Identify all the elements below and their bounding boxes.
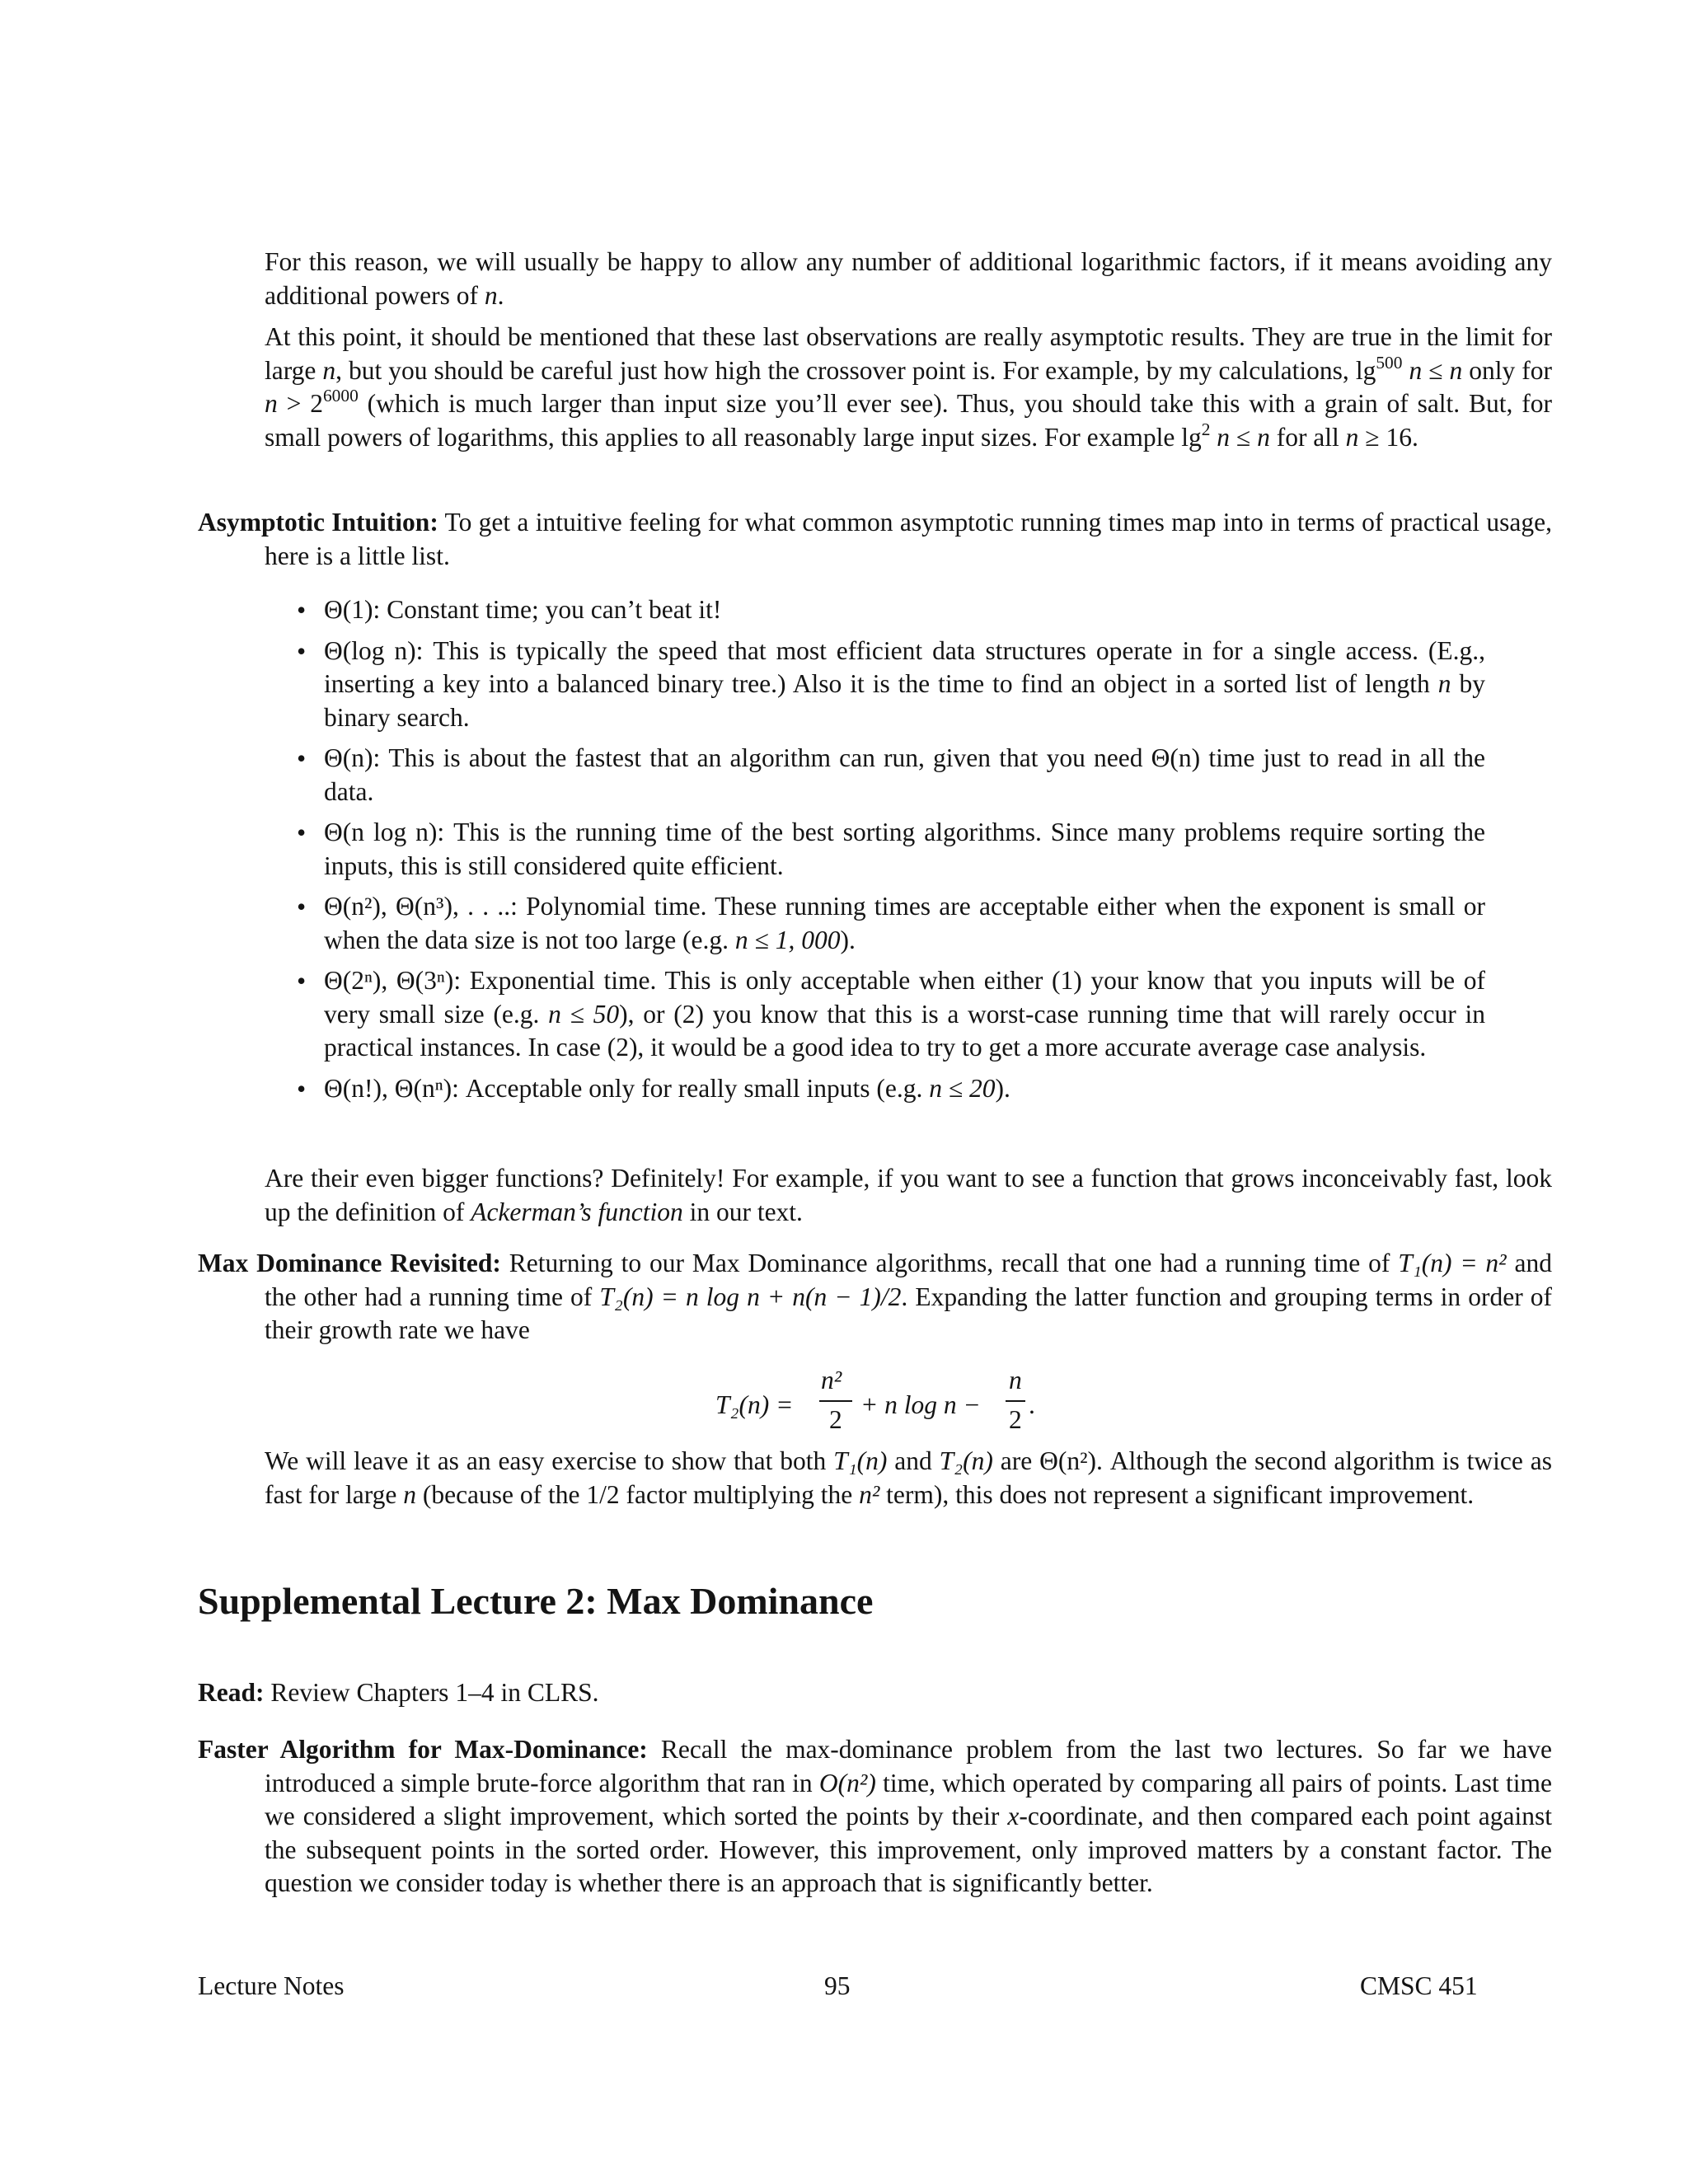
text: We will leave it as an easy exercise to show that both (265, 1446, 834, 1475)
running-time-list (198, 593, 1485, 1105)
text: (because of the (415, 1479, 587, 1509)
math-x: x (1007, 1802, 1020, 1830)
text: > 2 (277, 389, 323, 418)
text: Are their even bigger functions? Definitely! For example, if you want to see a function that grows inconceivably fast, look up the definition of (265, 1164, 1552, 1226)
math-n: n (484, 280, 498, 310)
fraction-bar (1006, 1400, 1025, 1402)
text: -coordinate, and then compared each point against the subsequent points in the sorted order. However, this improvement, only improved matters by a constant factor. The question we consider today is whether there is an approach that is significantly better. (265, 1802, 1553, 1897)
display-equation (709, 1364, 1055, 1446)
asymptotic-intuition-section (198, 506, 1552, 573)
section-heading: Faster Algorithm for Max-Dominance: (198, 1735, 648, 1764)
footer-left: Lecture Notes (198, 1971, 345, 2000)
faster-algorithm-section (198, 1733, 1552, 1900)
footer-right: CMSC 451 (1360, 1971, 1478, 2000)
math-expression: T₂(n) = n log n + n(n − 1)/2 (599, 1282, 902, 1311)
list-item (198, 635, 1485, 735)
text: : Polynomial time. These running times are acceptable either when the exponent is small or when the data size is not too large (e.g. (324, 892, 1485, 954)
text: for all (1269, 422, 1346, 452)
math-n: n (403, 1479, 416, 1509)
text: factor multiplying the (619, 1479, 860, 1509)
math-exponent: 500 (1376, 352, 1403, 373)
text: ), or (2) you know that this is a worst-case running time that will rarely occur in practical instances. In case (2), it would be a good idea to try to get a more accurate average case analysis. (324, 999, 1485, 1062)
paragraph-asymptotic-results (198, 321, 1552, 454)
list-item (198, 742, 1485, 808)
page-footer (0, 1970, 1688, 2003)
text: term), this does not represent a significant improvement. (879, 1479, 1475, 1509)
math-theta: Θ(n²) (1039, 1446, 1096, 1475)
math-theta: Θ(1) (324, 595, 373, 624)
text: in our text. (682, 1197, 803, 1226)
section-heading: Max Dominance Revisited: (198, 1249, 501, 1277)
math-theta: Θ(n!), Θ(nⁿ) (324, 1073, 452, 1103)
text: : This is the running time of the best sorting algorithms. Since many problems require sorting the inputs, this is still considered quite efficient. (324, 818, 1485, 880)
math-exponent: 6000 (322, 386, 359, 406)
math-theta: Θ(2ⁿ), Θ(3ⁿ) (324, 966, 454, 995)
text: time, which operated by comparing all pairs of points. Last time we considered a slight improvement, which sorted the points by their (265, 1768, 1552, 1830)
text: ). (995, 1073, 1010, 1103)
text: , but you should be careful just how high the crossover point is. For example, by my calculations, lg (335, 355, 1376, 385)
emphasis: Ackerman’s function (471, 1197, 683, 1226)
math-expression: O(n²) (818, 1768, 876, 1797)
math-ineq: n ≤ n (1210, 422, 1270, 452)
math-ineq: n ≤ 50 (548, 999, 620, 1029)
math-theta: Θ(n) (324, 743, 373, 772)
text: only for (1462, 355, 1553, 385)
page-number: 95 (824, 1971, 851, 2000)
math-ineq: n ≤ 1, 000 (734, 925, 841, 954)
text: To get a intuitive feeling for what common asymptotic running times map into in terms of practical usage, here is a little list. (265, 508, 1552, 570)
text: (which is much larger than input size you’ll ever see). Thus, you should take this with a grain of salt. But, for small powers of logarithms, this applies to all reasonably large input sizes. For example lg (265, 389, 1552, 452)
math-ineq: n ≤ n (1402, 355, 1463, 385)
fraction-numerator: n² (821, 1366, 842, 1394)
paragraph-log-factors (198, 246, 1552, 312)
math-n: n (1437, 669, 1451, 698)
equation-period: . (1029, 1390, 1035, 1419)
equation-middle: + n log n − (860, 1390, 981, 1419)
text: ). (840, 925, 856, 954)
text: At this point, it should be mentioned that these last observations are really asymptotic results. They are true in the limit for large (265, 322, 1552, 385)
text: Returning to our Max Dominance algorithms, recall that one had a running time of (500, 1249, 1399, 1277)
section-title: Supplemental Lecture 2: Max Dominance (198, 1580, 874, 1622)
text: Recall the max-dominance problem from the last two lectures. So far we have introduced a simple brute-force algorithm that ran in (265, 1735, 1552, 1797)
math-n: n (265, 389, 278, 418)
equation-lhs: T₂(n) = (715, 1390, 794, 1419)
text: are (992, 1446, 1040, 1475)
math-theta: Θ(n log n) (324, 818, 438, 846)
text: ≥ 16. (1358, 422, 1418, 452)
math-expression: n² (859, 1479, 880, 1509)
math-n: n (322, 355, 336, 385)
math-expression: T₁(n) = n² (1398, 1249, 1507, 1277)
math-theta: Θ(log n) (324, 635, 416, 665)
text: : This is typically the speed that most efficient data structures operate in for a single access. (E.g., inserting a key into a balanced binary tree.) Also it is the time to find an object in a sorted list of length (324, 635, 1485, 698)
math-ineq: n ≤ 20 (929, 1073, 996, 1103)
text: . (497, 280, 504, 310)
list-item (198, 816, 1485, 883)
text: : Constant time; you can’t beat it! (373, 595, 722, 624)
fraction-bar (819, 1400, 852, 1402)
read-line (198, 1676, 1552, 1710)
math-expression: T₂(n) (939, 1446, 993, 1475)
math-n: n (1345, 422, 1359, 452)
text: . Expanding the latter function and grouping terms in order of their growth rate we have (265, 1282, 1553, 1344)
text: : Exponential time. This is only acceptable when either (1) your know that you inputs will be of very small size (e.g. (324, 966, 1486, 1029)
text: : This is about the fastest that an algorithm can run, given that you need (373, 743, 1151, 772)
list-item (198, 964, 1485, 1065)
fraction-numerator: n (1009, 1366, 1022, 1394)
section-heading: Asymptotic Intuition: (198, 508, 438, 537)
math-exponent: 2 (1201, 419, 1211, 439)
paragraph-exercise (198, 1445, 1552, 1511)
section-heading: Read: (198, 1678, 265, 1707)
math-fraction: 1/2 (586, 1479, 620, 1509)
math-expression: T₁(n) (833, 1446, 888, 1475)
list-item (198, 593, 1485, 627)
text: and (887, 1446, 940, 1475)
paragraph-bigger-functions (198, 1162, 1552, 1229)
text: and the other had a running time of (265, 1249, 1552, 1311)
text: : Acceptable only for really small inputs (e.g. (452, 1073, 930, 1103)
text: For this reason, we will usually be happy to allow any number of additional logarithmic factors, if it means avoiding any additional powers of (265, 247, 1552, 310)
max-dominance-revisited-section (198, 1247, 1552, 1347)
math-theta: Θ(n²), Θ(n³), . . .. (324, 892, 511, 921)
fraction-denominator: 2 (1009, 1405, 1022, 1434)
list-item (198, 1072, 1485, 1106)
text: Review Chapters 1–4 in CLRS. (264, 1678, 599, 1707)
list-item (198, 890, 1485, 957)
text: time just to read in all the data. (324, 743, 1486, 806)
text: by binary search. (324, 669, 1486, 732)
fraction-denominator: 2 (829, 1405, 842, 1434)
math-theta: Θ(n) (1151, 743, 1201, 772)
text: . Although the second algorithm is twice as fast for large (265, 1446, 1552, 1509)
